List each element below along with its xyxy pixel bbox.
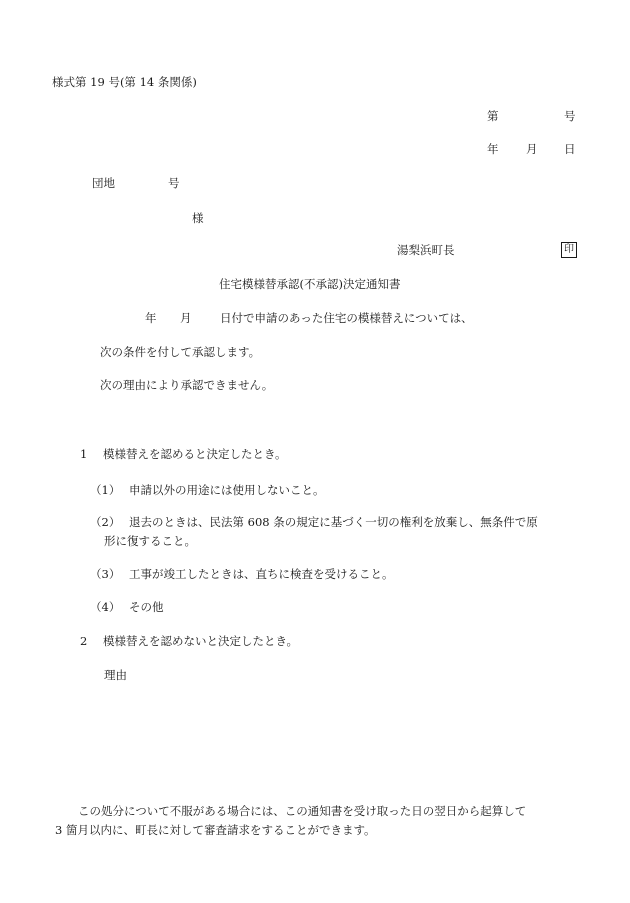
- option-reject: 次の理由により承認できません。: [100, 378, 274, 392]
- date-year: 年: [487, 142, 499, 156]
- section1-number: 1: [80, 447, 88, 461]
- addressee-go: 号: [168, 176, 180, 190]
- appeal-notice-line1: この処分について不服がある場合には、この通知書を受け取った日の翌日から起算して: [78, 804, 527, 818]
- addressee-sama: 様: [192, 211, 204, 225]
- intro-month: 月: [180, 311, 192, 325]
- issuer-name: 湯梨浜町長: [397, 243, 455, 257]
- appeal-notice-line2: 3 箇月以内に、町長に対して審査請求をすることができます。: [55, 823, 376, 837]
- document-title: 住宅模様替承認(不承認)決定通知書: [219, 277, 401, 291]
- addressee-danchi: 団地: [92, 176, 115, 190]
- reference-go: 号: [564, 109, 576, 123]
- intro-text: 日付で申請のあった住宅の模様替えについては、: [220, 311, 473, 325]
- condition-4-number: （4）: [90, 600, 121, 614]
- condition-3-text: 工事が竣工したときは、直ちに検査を受けること。: [129, 567, 394, 581]
- section1-heading: 模様替えを認めると決定したとき。: [103, 447, 287, 461]
- condition-3-number: （3）: [90, 567, 121, 581]
- section2-heading: 模様替えを認めないと決定したとき。: [103, 634, 299, 648]
- condition-2-text: 退去のときは、民法第 608 条の規定に基づく一切の権利を放棄し、無条件で原: [129, 515, 538, 529]
- date-day: 日: [564, 142, 576, 156]
- option-approve: 次の条件を付して承認します。: [100, 345, 261, 359]
- condition-1-text: 申請以外の用途には使用しないこと。: [129, 483, 325, 497]
- condition-2-continuation: 形に復すること。: [104, 534, 196, 548]
- section2-number: 2: [80, 634, 88, 648]
- seal-mark: 印: [561, 242, 577, 258]
- date-month: 月: [526, 142, 538, 156]
- reason-label: 理由: [104, 668, 127, 682]
- condition-4-text: その他: [129, 600, 164, 614]
- condition-2-number: （2）: [90, 515, 121, 529]
- condition-1-number: （1）: [90, 483, 121, 497]
- form-number: 様式第 19 号(第 14 条関係): [52, 75, 197, 89]
- intro-year: 年: [145, 311, 157, 325]
- reference-dai: 第: [487, 109, 499, 123]
